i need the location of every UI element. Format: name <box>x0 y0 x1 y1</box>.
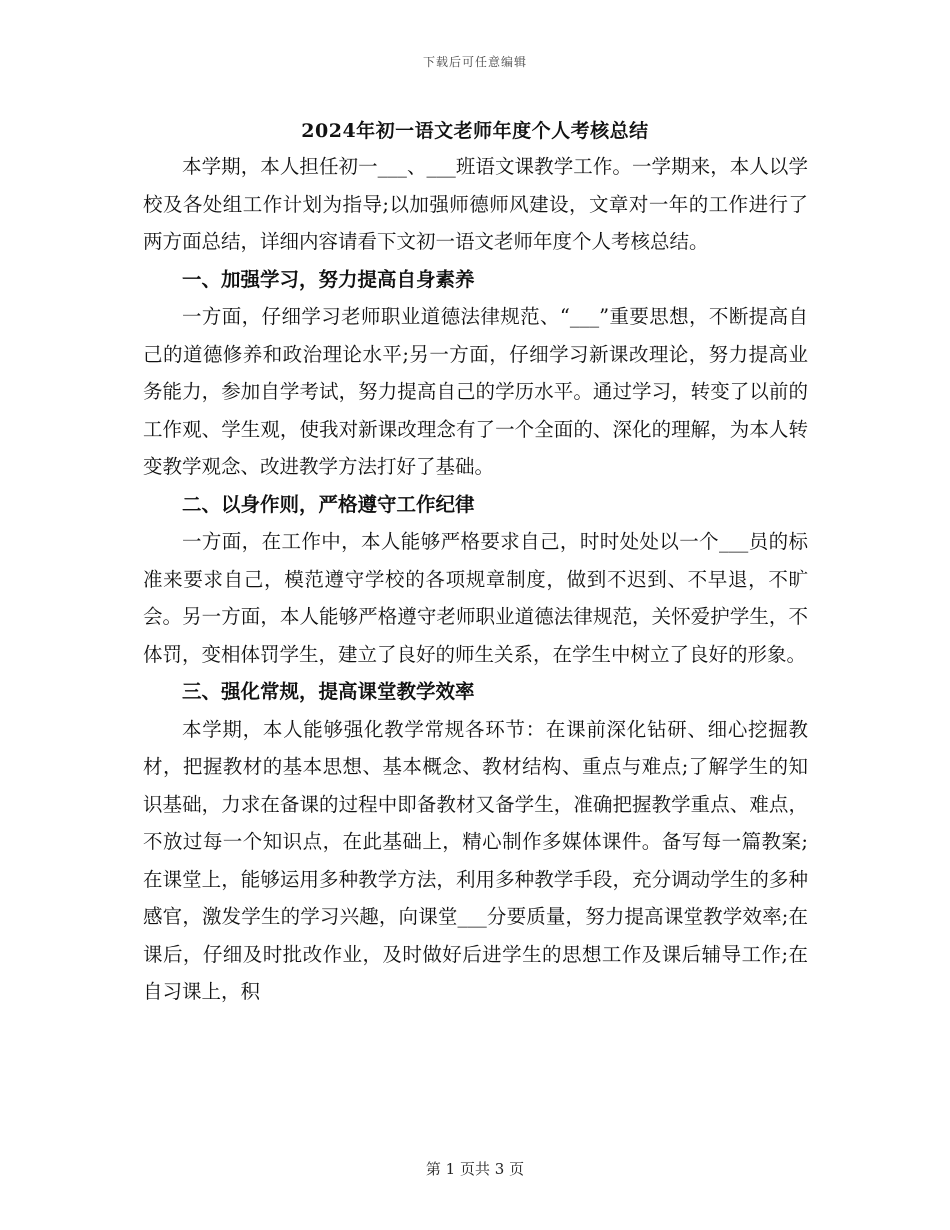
section-paragraph-2: 一方面，在工作中，本人能够严格要求自己，时时处处以一个___员的标准来要求自己，模范遵守学校的各项规章制度，做到不迟到、不早退，不旷会。另一方面，本人能够严格遵守老师职业道德法律规范，关怀爱护学生，不体罚，变相体罚学生，建立了良好的师生关系，在学生中树立了良好的形象。 <box>143 530 808 666</box>
section-heading-3: 三、强化常规，提高课堂教学效率 <box>182 680 475 703</box>
document-title: 2024年初一语文老师年度个人考核总结 <box>301 120 649 142</box>
header-note: 下载后可任意编辑 <box>422 55 527 69</box>
page-number: 第 1 页共 3 页 <box>425 1160 525 1178</box>
intro-paragraph: 本学期，本人担任初一___、___班语文课教学工作。一学期来，本人以学校及各处组工作计划为指导;以加强师德师风建设，文章对一年的工作进行了两方面总结，详细内容请看下文初一语文老师年度个人考核总结。 <box>143 155 808 253</box>
section-paragraph-1: 一方面，仔细学习老师职业道德法律规范、“___”重要思想，不断提高自己的道德修养和政治理论水平;另一方面，仔细学习新课改理论，努力提高业务能力，参加自学考试，努力提高自己的学历水平。通过学习，转变了以前的工作观、学生观，使我对新课改理念有了一个全面的、深化的理解，为本人转变教学观念、改进教学方法打好了基础。 <box>143 305 808 478</box>
section-heading-2: 二、以身作则，严格遵守工作纪律 <box>182 492 475 516</box>
document-body <box>143 148 808 1011</box>
section-heading-1: 一、加强学习，努力提高自身素养 <box>182 267 475 291</box>
section-paragraph-3: 本学期，本人能够强化教学常规各环节：在课前深化钻研、细心挖掘教材，把握教材的基本思想、基本概念、教材结构、重点与难点;了解学生的知识基础，力求在备课的过程中即备教材又备学生，准确把握教学重点、难点，不放过每一个知识点，在此基础上，精心制作多媒体课件。备写每一篇教案;在课堂上，能够运用多种教学方法，利用多种教学手段，充分调动学生的多种感官，激发学生的学习兴趣，向课堂___分要质量，努力提高课堂教学效率;在课后，仔细及时批改作业，及时做好后进学生的思想工作及课后辅导工作;在自习课上，积 <box>143 717 808 1003</box>
